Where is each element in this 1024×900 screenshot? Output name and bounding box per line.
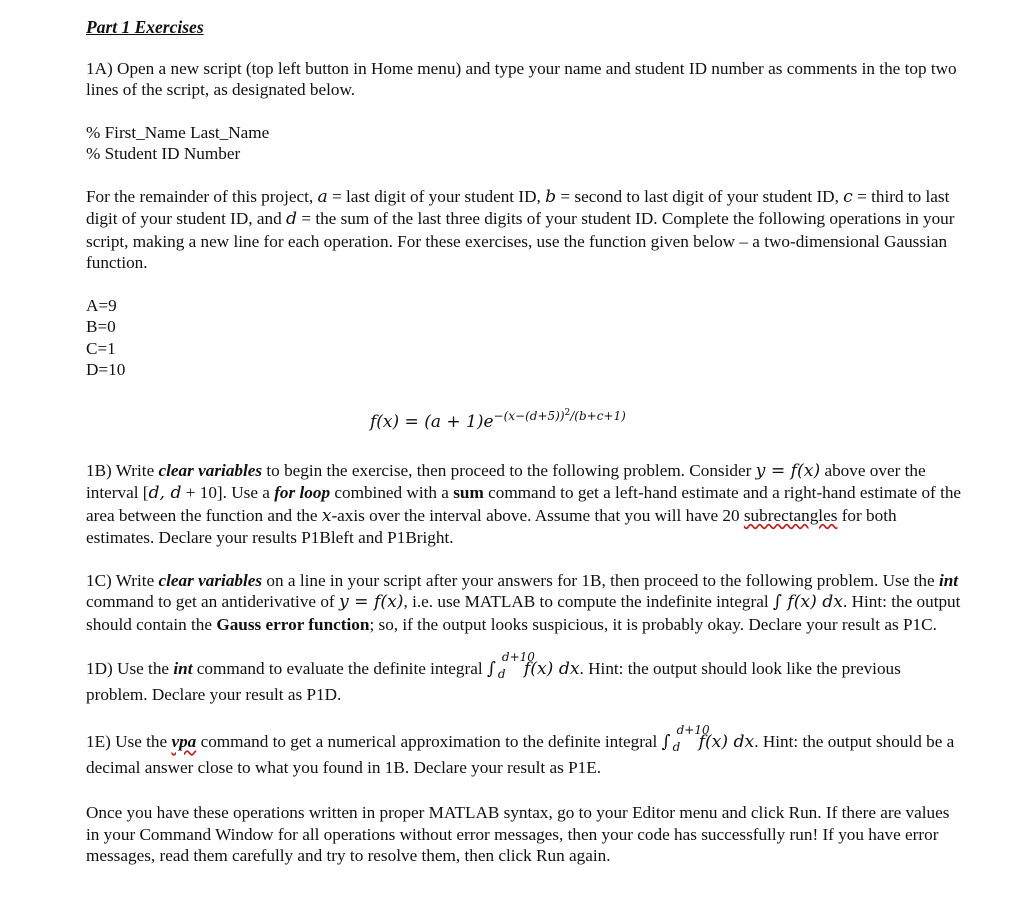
var-d: D=10: [86, 360, 126, 379]
comment-line-id: % Student ID Number: [86, 144, 241, 163]
final-paragraph: Once you have these operations written in proper MATLAB syntax, go to your Editor menu and click Run. If there are values in your Command Window for all operations without error messages, then your code has successfully run! If you have error messages, read them carefully and try to resolve them, then click Run again.: [86, 803, 950, 865]
exercise-1e: 1E) Use the vpa command to get a numerical approximation to the definite integral ∫ d+10 d f(x) dx. Hint: the output should be a decimal answer close to what you found in 1B. Declare your result as P1E.: [86, 723, 955, 777]
variable-values: [86, 295, 966, 381]
document-page: [86, 17, 966, 888]
var-a: A=9: [86, 295, 117, 315]
exercise-1b: 1B) Write clear variables to begin the exercise, then proceed to the following problem. Consider y = f(x) above over the interval [d, d + 10]. Use a for loop combined with a sum command to get a left-hand estimate and a right-hand estimate of the area between the function and the x-axis over the interval above. Assume that you will have 20 subrectangles for both estimates. Declare your results P1Bleft and P1Bright.: [86, 460, 962, 547]
gaussian-formula: $f(x) = (a + 1)e^{-(x-(d+5))^2/(b+c+1)}$: [370, 407, 626, 432]
comment-lines: [86, 122, 966, 165]
comment-line-name: % First_Name Last_Name: [86, 122, 270, 142]
var-b: B=0: [86, 317, 116, 336]
remainder-paragraph: For the remainder of this project, a = last digit of your student ID, b = second to last digit of your student ID, c = third to last digit of your student ID, and d = the sum of the last three digits of your student ID. Complete the following operations in your script, making a new line for each operation. For these exercises, use the function given below – a two-dimensional Gaussian function.: [86, 186, 955, 272]
exercise-1a: 1A) Open a new script (top left button in Home menu) and type your name and student ID number as comments in the top two lines of the script, as designated below.: [86, 58, 957, 99]
var-c: C=1: [86, 338, 116, 358]
exercise-1d: 1D) Use the int command to evaluate the definite integral ∫ d+10 d f(x) dx. Hint: the output should look like the previous problem. Declare your result as P1D.: [86, 650, 901, 704]
page-title: Part 1 Exercises: [86, 17, 204, 37]
exercise-1c: 1C) Write clear variables on a line in your script after your answers for 1B, then proceed to the following problem. Use the int command to get an antiderivative of y = f(x), i.e. use MATLAB to compute the indefinite integral ∫ f(x) dx. Hint: the output should contain the Gauss error function; so, if the output looks suspicious, it is probably okay. Declare your result as P1C.: [86, 570, 961, 634]
